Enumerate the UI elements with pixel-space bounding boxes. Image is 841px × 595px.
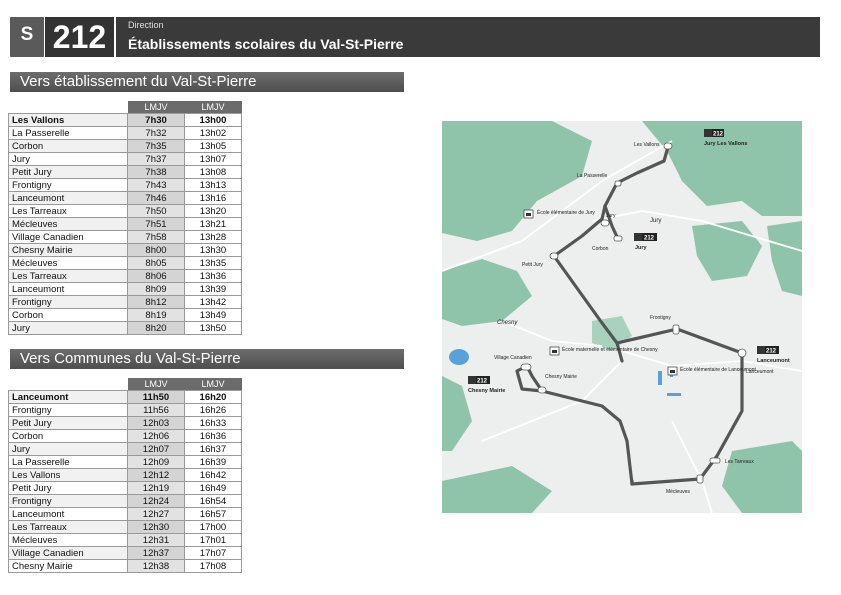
stop-name: Chesny Mairie xyxy=(9,244,128,257)
stop-name: Petit Jury xyxy=(9,417,128,430)
map-stop-label: Mécleuves xyxy=(666,489,690,495)
terminus-label: Lanceumont xyxy=(757,358,790,364)
bus-icon xyxy=(634,233,642,241)
departure-time: 7h38 xyxy=(128,166,185,179)
stop-name: Les Tarreaux xyxy=(9,521,128,534)
stop-name: Corbon xyxy=(9,430,128,443)
departure-time: 7h35 xyxy=(128,140,185,153)
departure-time: 7h50 xyxy=(128,205,185,218)
stop-name: Frontigny xyxy=(9,296,128,309)
stop-name: Corbon xyxy=(9,309,128,322)
departure-time: 7h43 xyxy=(128,179,185,192)
departure-time: 11h50 xyxy=(128,391,185,404)
pond xyxy=(667,393,681,396)
stop-name: Lanceumont xyxy=(9,508,128,521)
map-stop-label: Chesny Mairie xyxy=(545,374,577,380)
departure-time: 12h31 xyxy=(128,534,185,547)
map-stop-label: La Passerelle xyxy=(577,173,608,179)
map-stop-label: Jury xyxy=(606,213,616,219)
terminus-label: Jury Les Vallons xyxy=(704,141,748,147)
table-row xyxy=(9,270,242,283)
departure-time: 7h46 xyxy=(128,192,185,205)
map-town-label: Chesny xyxy=(497,320,518,326)
departure-time: 13h05 xyxy=(185,140,242,153)
direction-label: Direction xyxy=(128,20,164,30)
departure-time: 8h05 xyxy=(128,257,185,270)
school-label: École élémentaire de Jury xyxy=(537,210,595,216)
table-row xyxy=(9,322,242,335)
table-row xyxy=(9,257,242,270)
stop-marker xyxy=(550,253,558,259)
stop-name: Jury xyxy=(9,322,128,335)
departure-time: 13h36 xyxy=(185,270,242,283)
stop-marker xyxy=(615,181,621,186)
departure-time: 13h49 xyxy=(185,309,242,322)
departure-time: 12h06 xyxy=(128,430,185,443)
table-row xyxy=(9,456,242,469)
section-title-return: Vers Communes du Val-St-Pierre xyxy=(10,349,404,369)
departure-time: 8h09 xyxy=(128,283,185,296)
departure-time: 17h07 xyxy=(185,547,242,560)
departure-time: 7h30 xyxy=(128,114,185,127)
table-row xyxy=(9,218,242,231)
departure-time: 8h12 xyxy=(128,296,185,309)
stop-name: Jury xyxy=(9,153,128,166)
stop-name: Lanceumont xyxy=(9,391,128,404)
bus-icon xyxy=(468,376,476,384)
map-stop-label: Les Vallons xyxy=(634,142,660,148)
direction-bar xyxy=(116,17,820,57)
departure-time: 16h54 xyxy=(185,495,242,508)
map-stop-label: Lanceumont xyxy=(746,369,774,375)
departure-time: 13h07 xyxy=(185,153,242,166)
departure-time: 16h57 xyxy=(185,508,242,521)
departure-time: 13h00 xyxy=(185,114,242,127)
table-row xyxy=(9,404,242,417)
departure-time: 16h39 xyxy=(185,456,242,469)
departure-time: 11h56 xyxy=(128,404,185,417)
departure-time: 12h03 xyxy=(128,417,185,430)
departure-time: 13h08 xyxy=(185,166,242,179)
header-spacer xyxy=(9,101,128,114)
timetable-return xyxy=(8,378,242,573)
departure-time: 12h09 xyxy=(128,456,185,469)
departure-time: 17h08 xyxy=(185,560,242,573)
stop-marker xyxy=(664,143,672,149)
departure-time: 7h37 xyxy=(128,153,185,166)
table-row xyxy=(9,417,242,430)
route-map xyxy=(442,121,802,513)
stop-marker xyxy=(738,349,746,357)
departure-time: 12h38 xyxy=(128,560,185,573)
table-row xyxy=(9,231,242,244)
stop-name: Les Vallons xyxy=(9,114,128,127)
departure-time: 13h21 xyxy=(185,218,242,231)
table-row xyxy=(9,192,242,205)
stop-marker xyxy=(538,387,546,393)
departure-time: 16h37 xyxy=(185,443,242,456)
table-row xyxy=(9,114,242,127)
departure-time: 17h01 xyxy=(185,534,242,547)
departure-time: 12h27 xyxy=(128,508,185,521)
table-row xyxy=(9,244,242,257)
map-stop-label: Les Tarreaux xyxy=(725,459,754,465)
stop-marker xyxy=(697,475,703,483)
stop-name: La Passerelle xyxy=(9,456,128,469)
table-row xyxy=(9,140,242,153)
stop-name: Les Vallons xyxy=(9,469,128,482)
table-row xyxy=(9,391,242,404)
section-title-outbound: Vers établissement du Val-St-Pierre xyxy=(10,72,404,92)
terminus-label: Chesny Mairie xyxy=(468,388,506,394)
stop-name: Petit Jury xyxy=(9,482,128,495)
direction-destination: Établissements scolaires du Val-St-Pierre xyxy=(128,36,404,52)
departure-time: 8h00 xyxy=(128,244,185,257)
table-row xyxy=(9,521,242,534)
line-type-badge: S xyxy=(10,17,44,57)
stop-name: Mécleuves xyxy=(9,534,128,547)
table-row xyxy=(9,283,242,296)
departure-time: 12h12 xyxy=(128,469,185,482)
departure-time: 16h33 xyxy=(185,417,242,430)
stop-name: Frontigny xyxy=(9,404,128,417)
stop-name: La Passerelle xyxy=(9,127,128,140)
table-row xyxy=(9,296,242,309)
departure-time: 12h19 xyxy=(128,482,185,495)
departure-time: 13h02 xyxy=(185,127,242,140)
bus-icon xyxy=(704,129,712,137)
departure-time: 16h36 xyxy=(185,430,242,443)
column-header: LMJV xyxy=(185,101,242,114)
stop-name: Village Canadien xyxy=(9,547,128,560)
terminus-line-number: 212 xyxy=(766,348,777,355)
table-row xyxy=(9,205,242,218)
header-spacer xyxy=(9,378,128,391)
school-label: École élémentaire de Lanceumont xyxy=(680,367,756,373)
table-row xyxy=(9,153,242,166)
departure-time: 16h49 xyxy=(185,482,242,495)
table-row xyxy=(9,430,242,443)
timetable-outbound xyxy=(8,101,242,335)
table-row xyxy=(9,127,242,140)
stop-name: Lanceumont xyxy=(9,192,128,205)
stop-name: Frontigny xyxy=(9,179,128,192)
departure-time: 8h19 xyxy=(128,309,185,322)
stop-marker xyxy=(673,325,679,334)
table-row xyxy=(9,482,242,495)
line-number: 212 xyxy=(45,17,114,57)
departure-time: 13h16 xyxy=(185,192,242,205)
departure-time: 12h30 xyxy=(128,521,185,534)
stop-name: Jury xyxy=(9,443,128,456)
terminus-line-number: 212 xyxy=(477,378,488,385)
departure-time: 13h35 xyxy=(185,257,242,270)
stop-name: Mécleuves xyxy=(9,218,128,231)
table-row xyxy=(9,534,242,547)
departure-time: 13h39 xyxy=(185,283,242,296)
table-row xyxy=(9,309,242,322)
table-row xyxy=(9,179,242,192)
stop-marker xyxy=(710,458,720,463)
map-stop-label: Village Canadien xyxy=(494,355,532,361)
departure-time: 13h13 xyxy=(185,179,242,192)
departure-time: 7h32 xyxy=(128,127,185,140)
pond xyxy=(449,349,469,365)
stop-marker xyxy=(601,220,609,226)
stop-name: Lanceumont xyxy=(9,283,128,296)
pond xyxy=(658,371,662,385)
map-stop-label: Frontigny xyxy=(650,315,671,321)
terminus-line-number: 212 xyxy=(644,235,655,242)
table-row xyxy=(9,469,242,482)
route-map-svg xyxy=(442,121,802,513)
table-row xyxy=(9,443,242,456)
table-row xyxy=(9,495,242,508)
column-header: LMJV xyxy=(128,101,185,114)
stop-name: Village Canadien xyxy=(9,231,128,244)
departure-time: 8h06 xyxy=(128,270,185,283)
stop-name: Les Tarreaux xyxy=(9,270,128,283)
stop-name: Mécleuves xyxy=(9,257,128,270)
stop-marker xyxy=(614,236,622,241)
departure-time: 13h50 xyxy=(185,322,242,335)
departure-time: 13h42 xyxy=(185,296,242,309)
terminus-line-number: 212 xyxy=(713,131,724,138)
departure-time: 7h51 xyxy=(128,218,185,231)
table-row xyxy=(9,560,242,573)
departure-time: 13h20 xyxy=(185,205,242,218)
departure-time: 12h24 xyxy=(128,495,185,508)
map-town-label: Jury xyxy=(650,218,662,224)
stop-marker xyxy=(521,364,531,370)
school-label: École maternelle et élémentaire de Chesny xyxy=(562,347,658,353)
departure-time: 16h20 xyxy=(185,391,242,404)
departure-time: 13h28 xyxy=(185,231,242,244)
map-stop-label: Petit Jury xyxy=(522,262,543,268)
departure-time: 16h42 xyxy=(185,469,242,482)
column-header: LMJV xyxy=(128,378,185,391)
departure-time: 7h58 xyxy=(128,231,185,244)
column-header: LMJV xyxy=(185,378,242,391)
stop-name: Les Tarreaux xyxy=(9,205,128,218)
stop-name: Petit Jury xyxy=(9,166,128,179)
stop-name: Corbon xyxy=(9,140,128,153)
terminus-label: Jury xyxy=(635,245,647,251)
table-row xyxy=(9,508,242,521)
departure-time: 17h00 xyxy=(185,521,242,534)
map-stop-label: Corbon xyxy=(592,246,609,252)
departure-time: 16h26 xyxy=(185,404,242,417)
table-row xyxy=(9,547,242,560)
departure-time: 8h20 xyxy=(128,322,185,335)
stop-name: Frontigny xyxy=(9,495,128,508)
departure-time: 13h30 xyxy=(185,244,242,257)
bus-icon xyxy=(757,346,765,354)
table-row xyxy=(9,166,242,179)
departure-time: 12h07 xyxy=(128,443,185,456)
departure-time: 12h37 xyxy=(128,547,185,560)
stop-name: Chesny Mairie xyxy=(9,560,128,573)
